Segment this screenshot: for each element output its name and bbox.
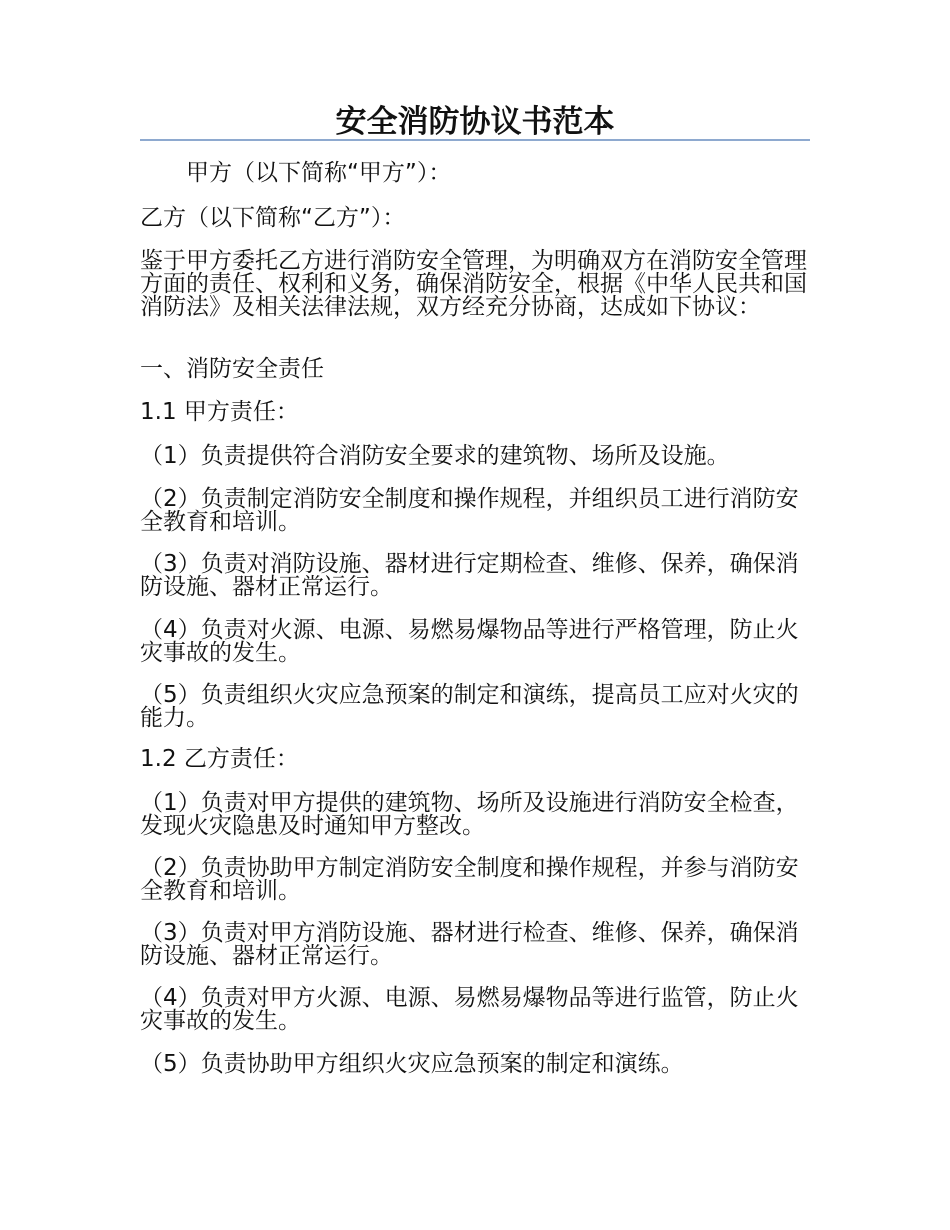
preamble-paragraph: 鉴于甲方委托乙方进行消防安全管理，为明确双方在消防安全管理方面的责任、权利和义务，确保消防安全，根据《中华人民共和国消防法》及相关法律法规，双方经充分协商，达成如下协议： [140,248,807,320]
party-a-duty-2: （2）负责制定消防安全制度和操作规程，并组织员工进行消防安全教育和培训。 [140,486,799,535]
subsection-heading-1-2: 1.2 乙方责任： [140,746,299,772]
party-b-duty-2: （2）负责协助甲方制定消防安全制度和操作规程，并参与消防安全教育和培训。 [140,855,799,904]
party-a-duty-3: （3）负责对消防设施、器材进行定期检查、维修、保养，确保消防设施、器材正常运行。 [140,551,799,600]
subsection-heading-1-1: 1.1 甲方责任： [140,399,299,425]
section-heading-1: 一、消防安全责任 [140,356,324,382]
party-b-duty-4: （4）负责对甲方火源、电源、易燃易爆物品等进行监管，防止火灾事故的发生。 [140,985,799,1034]
document-title: 安全消防协议书范本 [335,104,615,140]
party-a-duty-1: （1）负责提供符合消防安全要求的建筑物、场所及设施。 [140,443,730,469]
party-b-duty-3: （3）负责对甲方消防设施、器材进行检查、维修、保养，确保消防设施、器材正常运行。 [140,920,799,969]
party-b-line: 乙方（以下简称“乙方”）： [140,205,406,231]
party-a-line: 甲方（以下简称“甲方”）： [186,160,452,186]
party-a-duty-5: （5）负责组织火灾应急预案的制定和演练，提高员工应对火灾的能力。 [140,682,799,731]
party-b-duty-5: （5）负责协助甲方组织火灾应急预案的制定和演练。 [140,1051,684,1077]
party-b-duty-1: （1）负责对甲方提供的建筑物、场所及设施进行消防安全检查，发现火灾隐患及时通知甲方整改。 [140,790,799,839]
party-a-duty-4: （4）负责对火源、电源、易燃易爆物品等进行严格管理，防止火灾事故的发生。 [140,617,799,666]
title-underline [140,139,810,141]
